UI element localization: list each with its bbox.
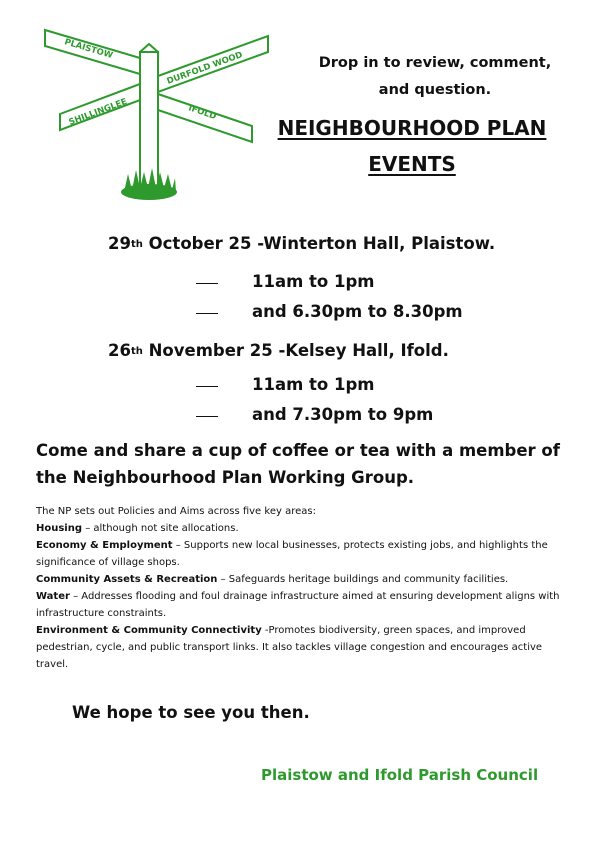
sign-text-plaistow: PLAISTOW [63,37,114,62]
area-item [36,588,564,622]
dash [196,386,218,387]
area-item [36,520,564,537]
sign-text-durfold: DURFOLD WOOD [165,50,245,87]
title-line-1: NEIGHBOURHOOD PLAN [277,116,547,140]
intro-line-2: and question. [378,82,492,98]
intro-line-1: Drop in to review, comment, [318,55,552,71]
area-item [36,537,564,571]
event-time: 11am to 1pm [252,375,375,394]
dash [196,416,218,417]
area-text: – Safeguards heritage buildings and community facilities. [217,574,509,585]
area-title: Water [36,591,70,602]
signpost-logo [40,22,280,207]
closing-text: We hope to see you then. [72,703,310,722]
key-areas-intro: The NP sets out Policies and Aims across five key areas: [36,506,316,517]
event-date-1 [108,234,495,253]
title-line-2: EVENTS [368,152,456,176]
intro-text [300,50,570,104]
council-signature: Plaistow and Ifold Parish Council [261,766,539,784]
event-details: November 25 -Kelsey Hall, Ifold. [142,341,449,360]
sign-text-shillinglee: SHILLINGLEE [67,96,129,128]
event-time: 11am to 1pm [252,272,375,291]
area-title: Economy & Employment [36,540,173,551]
area-text: – Supports new local businesses, protects existing jobs, and highlights the significance of village shops. [36,540,548,568]
area-text: -Promotes biodiversity, green spaces, and improved pedestrian, cycle, and public transport links. It also tackles village congestion and encourages active travel. [36,625,543,670]
event-time: and 7.30pm to 9pm [252,405,434,424]
area-item [36,622,564,673]
area-title: Environment & Community Connectivity [36,625,262,636]
area-title: Housing [36,523,83,534]
event-time: and 6.30pm to 8.30pm [252,302,463,321]
invite-text: Come and share a cup of coffee or tea with a member of the Neighbourhood Plan Working Group. [36,441,560,487]
event-day: 26 [108,341,131,360]
event-details: October 25 -Winterton Hall, Plaistow. [142,234,496,253]
dash [196,313,218,314]
area-text: – although not site allocations. [82,523,239,534]
event-date-2 [108,341,449,360]
event-day-suffix: th [130,239,143,250]
sign-text-ifold: IFOLD [187,103,218,123]
page-title [258,110,566,182]
area-title: Community Assets & Recreation [36,574,218,585]
area-text: – Addresses flooding and foul drainage infrastructure aimed at ensuring development aligns with infrastructure constraints. [36,591,560,619]
area-item [36,571,564,588]
key-areas [36,503,564,673]
event-day-suffix: th [130,346,143,357]
dash [196,283,218,284]
event-day: 29 [108,234,131,253]
